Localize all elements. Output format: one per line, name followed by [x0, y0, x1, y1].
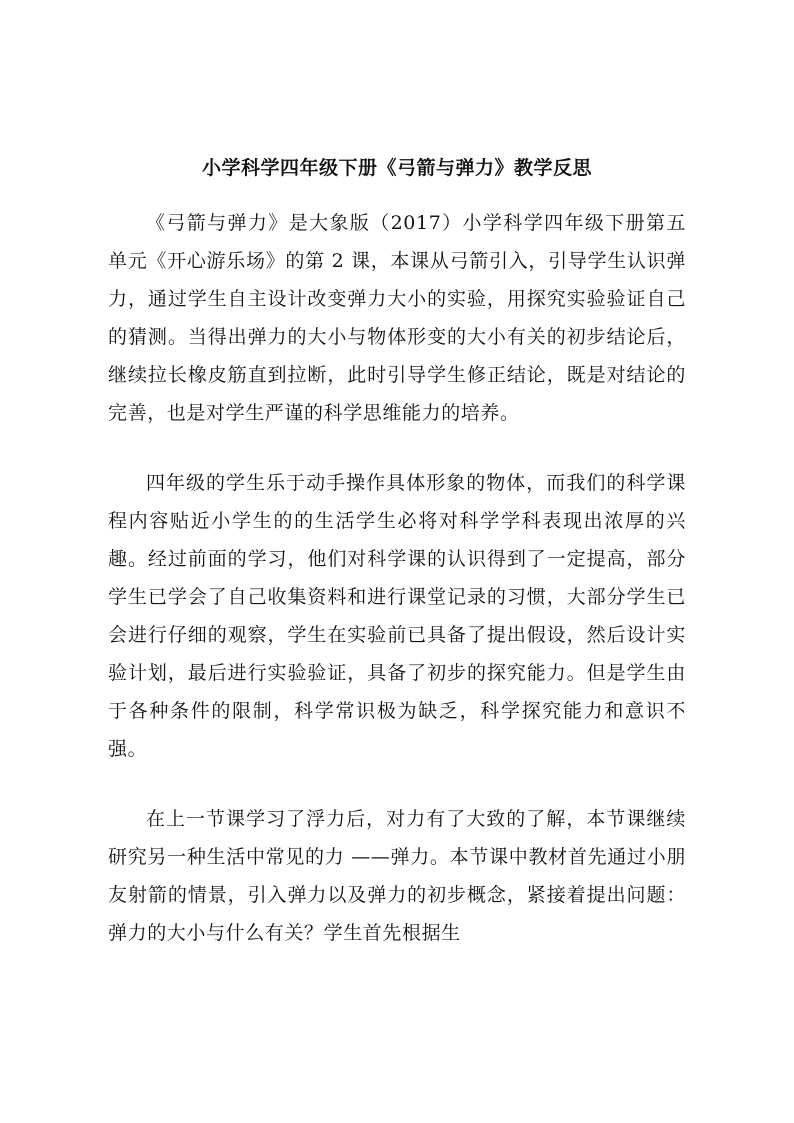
- document-title: 小学科学四年级下册《弓箭与弹力》教学反思: [201, 157, 592, 179]
- paragraph-1: 《弓箭与弹力》是大象版（2017）小学科学四年级下册第五单元《开心游乐场》的第 2 课，本课从弓箭引入，引导学生认识弹力，通过学生自主设计改变弹力大小的实验，用探究实验验证自己的猜测。当得出弹力的大小与物体形变的大小有关的初步结论后，继续拉长橡皮筋直到拉断，此时引导学生修正结论，既是对结论的完善，也是对学生严谨的科学思维能力的培养。: [108, 212, 686, 424]
- paragraph-3: 在上一节课学习了浮力后，对力有了大致的了解，本节课继续研究另一种生活中常见的力 ——弹力。本节课中教材首先通过小朋友射箭的情景，引入弹力以及弹力的初步概念，紧接着提出问题：弹力的大小与什么有关？学生首先根据生: [108, 808, 686, 944]
- paragraph-2: 四年级的学生乐于动手操作具体形象的物体，而我们的科学课程内容贴近小学生的的生活学生必将对科学学科表现出浓厚的兴趣。经过前面的学习，他们对科学课的认识得到了一定提高，部分学生已学会了自己收集资料和进行课堂记录的习惯，大部分学生已会进行仔细的观察，学生在实验前已具备了提出假设，然后设计实验计划，最后进行实验验证，具备了初步的探究能力。但是学生由于各种条件的限制，科学常识极为缺乏，科学探究能力和意识不强。: [108, 472, 686, 760]
- document-page: [108, 150, 686, 952]
